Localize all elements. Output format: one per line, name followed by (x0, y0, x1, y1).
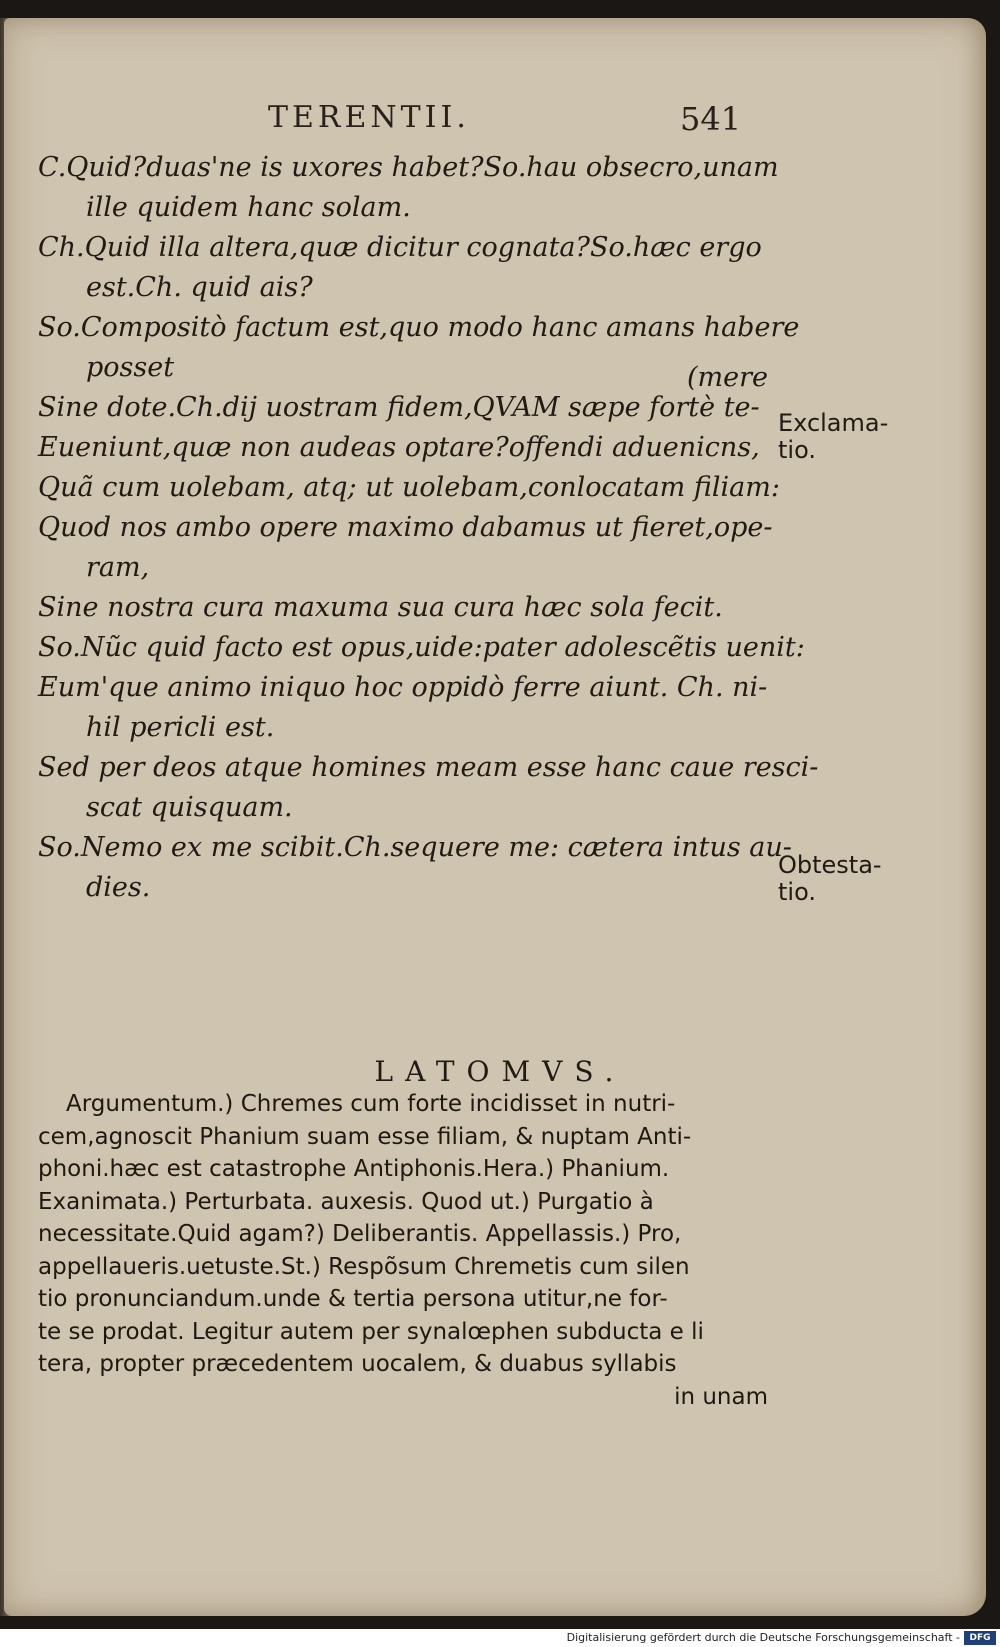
commentary-line: cem,agnoscit Phanium suam esse filiam, & nuptam Anti- (38, 1123, 692, 1150)
verse-line: Eueniunt,quæ non audeas optare?offendi aduenicns, (38, 432, 760, 463)
verse-line: ram, (86, 552, 150, 583)
commentary-block (38, 1088, 768, 1413)
commentary-line: tera, propter præcedentem uocalem, & duabus syllabis (38, 1351, 677, 1377)
commentary-line: tio pronunciandum.unde & tertia persona utitur,ne for- (38, 1286, 668, 1312)
commentary-line: in unam (674, 1383, 768, 1410)
page-header (0, 100, 1000, 140)
verse-line: scat quisquam. (86, 792, 293, 823)
margin-note-obtestatio (778, 852, 882, 906)
verse-line: Sine nostra cura maxuma sua cura hæc sola fecit. (38, 592, 723, 623)
margin-note-line: tio. (778, 878, 816, 906)
verse-line: Sed per deos atque homines meam esse hanc caue resci- (38, 752, 819, 783)
verse-line: (mere (687, 362, 768, 393)
margin-note-line: Exclama- (778, 409, 889, 437)
running-head: TERENTII. (268, 100, 470, 135)
verse-line: Quod nos ambo opere maximo dabamus ut fieret,ope- (38, 512, 773, 543)
commentary-line: te se prodat. Legitur autem per synalœphen subducta e li (38, 1318, 704, 1345)
verse-line: Ch.Quid illa altera,quæ dicitur cognata?So.hæc ergo (38, 232, 762, 263)
verse-line: est.Ch. quid ais? (86, 272, 313, 303)
verse-line: dies. (86, 872, 151, 903)
verse-line: Eum'que animo iniquo hoc oppidò ferre aiunt. Ch. ni- (38, 672, 768, 703)
page-number: 541 (680, 100, 742, 138)
commentary-line: Exanimata.) Perturbata. auxesis. Quod ut.) Purgatio à (38, 1188, 654, 1215)
section-title: LATOMVS. (374, 1055, 626, 1088)
commentary-line: necessitate.Quid agam?) Deliberantis. Appellassis.) Pro, (38, 1221, 682, 1247)
verse-line: Sine dote.Ch.dij uostram fidem,QVAM sæpe fortè te- (38, 392, 760, 423)
verse-line: hil pericli est. (86, 712, 275, 743)
verse-line: So.Compositò factum est,quo modo hanc amans habere (38, 312, 800, 343)
verse-line: So.Nemo ex me scibit.Ch.sequere me: cætera intus au- (38, 832, 792, 863)
commentary-line: Argumentum.) Chremes cum forte incidisset in nutri- (66, 1091, 676, 1117)
dfg-logo-icon: DFG (964, 1631, 996, 1645)
margin-note-line: Obtesta- (778, 851, 882, 879)
verse-line: Quã cum uolebam, atq; ut uolebam,conlocatam filiam: (38, 472, 780, 503)
commentary-line: phoni.hæc est catastrophe Antiphonis.Hera.) Phanium. (38, 1156, 670, 1182)
verse-line: posset (86, 352, 175, 383)
commentary-line: appellaueris.uetuste.St.) Respõsum Chremetis cum silen (38, 1253, 690, 1280)
digitization-footer (0, 1629, 1000, 1647)
margin-note-line: tio. (778, 436, 816, 464)
verse-line: ille quidem hanc solam. (86, 192, 411, 223)
funding-credit: Digitalisierung gefördert durch die Deutsche Forschungsgemeinschaft - (566, 1631, 960, 1644)
margin-note-exclamatio (778, 410, 888, 464)
verse-line: C.Quid?duas'ne is uxores habet?So.hau obsecro,unam (38, 152, 779, 183)
verse-line: So.Nũc quid facto est opus,uide:pater adolescẽtis uenit: (38, 632, 805, 663)
